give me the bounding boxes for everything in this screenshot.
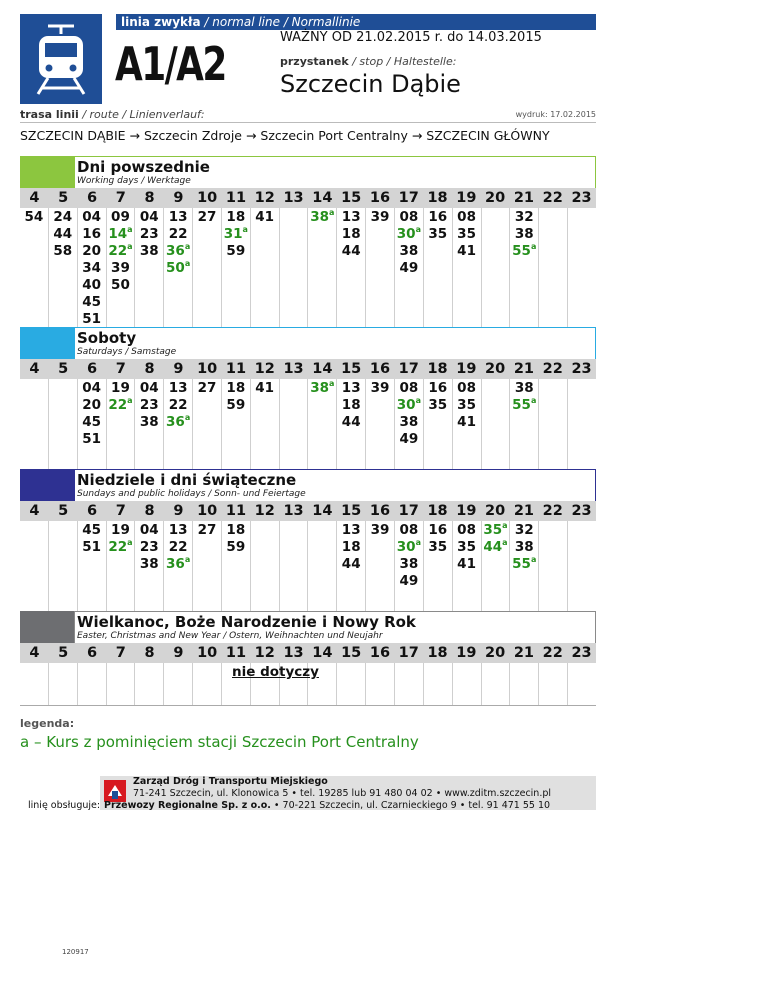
minutes-column — [424, 521, 453, 611]
hour-cell: 5 — [58, 503, 69, 519]
departure-minute: 41 — [457, 243, 476, 259]
departure-minute: 38$^a$ — [310, 208, 335, 225]
hour-cell: 17 — [398, 503, 419, 519]
departure-minute: 49 — [399, 573, 419, 589]
minutes-column — [482, 379, 511, 469]
minutes-column — [251, 521, 280, 611]
hour-cell: 18 — [427, 361, 448, 377]
minutes-grid — [20, 521, 596, 612]
hours-row — [20, 643, 596, 663]
minutes-column — [424, 663, 453, 705]
hour-cell: 16 — [369, 645, 391, 661]
departure-minute: 08 — [457, 522, 476, 538]
hour-cell: 21 — [513, 503, 535, 519]
minutes-column — [568, 521, 596, 611]
departure-minute: 24 — [53, 209, 73, 225]
minutes-column — [539, 379, 568, 469]
hour-cell: 17 — [398, 645, 419, 661]
departure-minute: 34 — [82, 260, 101, 276]
hour-cell: 4 — [29, 645, 40, 661]
departure-minute: 41 — [255, 209, 275, 225]
hour-cell: 4 — [29, 361, 40, 377]
org2-name: Przewozy Regionalne Sp. z o.o. — [104, 800, 271, 811]
minutes-column — [453, 663, 482, 705]
departure-minute: 30$^a$ — [396, 396, 421, 413]
departure-minute: 55$^a$ — [512, 396, 537, 413]
minutes-column — [280, 521, 309, 611]
minutes-column — [453, 521, 482, 611]
departure-minute: 08 — [399, 380, 419, 396]
block-subtitle: Saturdays / Samstage — [77, 347, 177, 357]
hour-cell: 23 — [571, 190, 592, 206]
block-subtitle: Easter, Christmas and New Year / Ostern, Weihnachten und Neujahr — [77, 631, 383, 641]
legend-label: legenda: — [20, 717, 75, 730]
minutes-column — [135, 521, 164, 611]
hour-cell: 11 — [225, 503, 247, 519]
departure-minute: 38 — [399, 243, 419, 259]
hour-cell: 14 — [312, 503, 333, 519]
minutes-column — [193, 663, 222, 705]
minutes-grid — [20, 379, 596, 470]
hour-cell: 21 — [513, 361, 535, 377]
hour-cell: 13 — [283, 645, 304, 661]
departure-minute: 18 — [226, 380, 246, 396]
hour-cell: 15 — [341, 503, 362, 519]
hour-cell: 21 — [513, 190, 535, 206]
departure-minute: 20 — [82, 243, 101, 259]
hour-cell: 10 — [197, 645, 218, 661]
departure-minute: 49 — [399, 260, 419, 276]
org2-details: • 70-221 Szczecin, ul. Czarnieckiego 9 • tel. 91 471 55 10 — [270, 800, 551, 811]
departure-minute: 04 — [139, 522, 159, 538]
route-description: SZCZECIN DĄBIE → Szczecin Zdroje → Szczecin Port Centralny → SZCZECIN GŁÓWNY — [20, 128, 550, 143]
hour-cell: 7 — [115, 503, 126, 519]
hour-cell: 16 — [369, 190, 391, 206]
not-applicable-note: nie dotyczy — [232, 664, 319, 680]
departure-minute: 39 — [111, 260, 130, 276]
minutes-column — [337, 379, 366, 469]
hour-cell: 20 — [485, 645, 506, 661]
hour-cell: 12 — [254, 190, 275, 206]
hour-cell: 23 — [571, 361, 592, 377]
minutes-column — [308, 379, 337, 469]
departure-minute: 45 — [82, 522, 101, 538]
minutes-column — [568, 379, 596, 469]
hour-cell: 8 — [144, 503, 155, 519]
minutes-column — [366, 379, 395, 469]
departure-minute: 32 — [514, 209, 534, 225]
minutes-column — [337, 521, 366, 611]
print-date: wydruk: 17.02.2015 — [515, 110, 596, 119]
departure-minute: 18 — [341, 397, 361, 413]
departure-minute: 13 — [341, 522, 361, 538]
minutes-column — [78, 663, 107, 705]
departure-minute: 38$^a$ — [310, 379, 335, 396]
hour-cell: 13 — [283, 503, 304, 519]
minutes-column — [20, 521, 49, 611]
stop-label — [280, 55, 456, 68]
minutes-column — [135, 379, 164, 469]
minutes-column — [20, 663, 49, 705]
minutes-column — [164, 663, 193, 705]
minutes-column — [510, 379, 539, 469]
minutes-column — [366, 521, 395, 611]
hour-cell: 5 — [58, 645, 69, 661]
departure-minute: 13 — [168, 380, 188, 396]
departure-minute: 50 — [111, 277, 130, 293]
minutes-column — [482, 521, 511, 611]
minutes-column — [395, 521, 424, 611]
minutes-column — [280, 379, 309, 469]
departure-minute: 22$^a$ — [108, 538, 133, 555]
hour-cell: 15 — [341, 645, 362, 661]
departure-minute: 49 — [399, 431, 419, 447]
departure-minute: 27 — [197, 209, 217, 225]
minutes-column — [49, 379, 78, 469]
departure-minute: 51 — [82, 311, 101, 327]
hour-cell: 5 — [58, 190, 69, 206]
hour-cell: 20 — [485, 503, 506, 519]
line-number: A1/A2 — [115, 37, 226, 91]
departure-minute: 41 — [457, 414, 476, 430]
hour-cell: 7 — [115, 190, 126, 206]
departure-minute: 40 — [82, 277, 101, 293]
departure-minute: 59 — [226, 539, 246, 555]
departure-minute: 39 — [370, 522, 390, 538]
minutes-column — [308, 521, 337, 611]
divider — [20, 122, 596, 123]
hour-cell: 18 — [427, 190, 448, 206]
departure-minute: 16 — [428, 209, 448, 225]
hour-cell: 22 — [542, 503, 563, 519]
departure-minute: 51 — [82, 431, 101, 447]
minutes-column — [510, 521, 539, 611]
departure-minute: 36$^a$ — [166, 413, 191, 430]
hour-cell: 14 — [312, 190, 333, 206]
hour-cell: 17 — [398, 190, 419, 206]
hour-cell: 13 — [283, 190, 304, 206]
minutes-column — [107, 379, 136, 469]
minutes-column — [251, 379, 280, 469]
departure-minute: 38 — [399, 556, 419, 572]
route-label — [20, 108, 205, 121]
departure-minute: 08 — [399, 209, 419, 225]
departure-minute: 16 — [82, 226, 101, 242]
departure-minute: 04 — [82, 209, 101, 225]
hour-cell: 17 — [398, 361, 419, 377]
departure-minute: 36$^a$ — [166, 242, 191, 259]
departure-minute: 54 — [24, 209, 44, 225]
minutes-column — [78, 379, 107, 469]
minutes-column — [135, 663, 164, 705]
route-label-en-de: / route / Linienverlauf: — [82, 108, 205, 121]
departure-minute: 44 — [341, 556, 361, 572]
minutes-column — [164, 379, 193, 469]
departure-minute: 38 — [514, 539, 534, 555]
hour-cell: 8 — [144, 645, 155, 661]
departure-minute: 38 — [399, 414, 419, 430]
block-subtitle: Working days / Werktage — [77, 176, 191, 186]
departure-minute: 19 — [111, 522, 130, 538]
minutes-column — [222, 379, 251, 469]
minutes-column — [78, 521, 107, 611]
hour-cell: 16 — [369, 503, 391, 519]
minutes-column — [193, 379, 222, 469]
minutes-column — [510, 663, 539, 705]
departure-minute: 44 — [53, 226, 73, 242]
departure-minute: 23 — [139, 226, 159, 242]
departure-minute: 13 — [341, 380, 361, 396]
departure-minute: 18 — [226, 209, 246, 225]
departure-minute: 18 — [341, 226, 361, 242]
hour-cell: 12 — [254, 361, 275, 377]
minutes-column — [482, 663, 511, 705]
hour-cell: 6 — [86, 503, 98, 519]
departure-minute: 45 — [82, 294, 101, 310]
hour-cell: 6 — [86, 190, 98, 206]
hour-cell: 7 — [115, 361, 126, 377]
block-subtitle: Sundays and public holidays / Sonn- und Feiertage — [77, 489, 306, 499]
hour-cell: 23 — [571, 645, 592, 661]
org2-line — [104, 800, 550, 811]
departure-minute: 58 — [53, 243, 73, 259]
hour-cell: 18 — [427, 503, 448, 519]
departure-minute: 30$^a$ — [396, 225, 421, 242]
hour-cell: 20 — [485, 361, 506, 377]
document-code: 120917 — [62, 948, 89, 956]
minutes-column — [49, 663, 78, 705]
departure-minute: 04 — [82, 380, 101, 396]
departure-minute: 35 — [457, 539, 476, 555]
hour-cell: 12 — [254, 645, 275, 661]
minutes-column — [453, 379, 482, 469]
validity-period: WAŻNY OD 21.02.2015 r. do 14.03.2015 — [280, 30, 542, 45]
departure-minute: 18 — [341, 539, 361, 555]
departure-minute: 20 — [82, 397, 101, 413]
hour-cell: 9 — [173, 645, 184, 661]
minutes-column — [107, 521, 136, 611]
departure-minute: 35 — [457, 226, 476, 242]
minutes-column — [107, 663, 136, 705]
hour-cell: 14 — [312, 361, 333, 377]
hour-cell: 6 — [86, 645, 98, 661]
departure-minute: 35 — [428, 226, 448, 242]
stop-label-en-de: / stop / Haltestelle: — [352, 55, 457, 68]
departure-minute: 32 — [514, 522, 534, 538]
hour-cell: 9 — [173, 503, 184, 519]
block-title: Niedziele i dni świąteczne — [77, 471, 297, 489]
hour-cell: 11 — [225, 190, 247, 206]
minutes-column — [539, 663, 568, 705]
route-label-pl: trasa linii — [20, 108, 79, 121]
hour-cell: 10 — [197, 361, 218, 377]
hour-cell: 22 — [542, 645, 563, 661]
departure-minute: 39 — [370, 380, 390, 396]
hour-cell: 5 — [58, 361, 69, 377]
hour-cell: 21 — [513, 645, 535, 661]
departure-minute: 36$^a$ — [166, 555, 191, 572]
tram-icon — [20, 14, 102, 104]
departure-minute: 35 — [428, 539, 448, 555]
hours-row — [20, 359, 596, 379]
hour-cell: 19 — [456, 503, 477, 519]
departure-minute: 41 — [457, 556, 476, 572]
minutes-column — [395, 663, 424, 705]
departure-minute: 16 — [428, 380, 448, 396]
departure-minute: 27 — [197, 380, 217, 396]
departure-minute: 22 — [168, 226, 188, 242]
stop-label-pl: przystanek — [280, 55, 349, 68]
minutes-column — [395, 379, 424, 469]
departure-minute: 55$^a$ — [512, 242, 537, 259]
hour-cell: 20 — [485, 190, 506, 206]
departure-minute: 22$^a$ — [108, 242, 133, 259]
departure-minute: 08 — [457, 209, 476, 225]
departure-minute: 44 — [341, 414, 361, 430]
hour-cell: 13 — [283, 361, 304, 377]
minutes-column — [222, 521, 251, 611]
hours-row — [20, 501, 596, 521]
minutes-column — [568, 663, 596, 705]
hour-cell: 15 — [341, 361, 362, 377]
minutes-column — [193, 521, 222, 611]
hour-cell: 14 — [312, 645, 333, 661]
hour-cell: 8 — [144, 361, 155, 377]
departure-minute: 14$^a$ — [108, 225, 133, 242]
departure-minute: 44 — [341, 243, 361, 259]
departure-minute: 59 — [226, 397, 246, 413]
departure-minute: 45 — [82, 414, 101, 430]
departure-minute: 18 — [226, 522, 246, 538]
departure-minute: 35 — [457, 397, 476, 413]
departure-minute: 04 — [139, 380, 159, 396]
stop-name: Szczecin Dąbie — [280, 70, 461, 98]
line-type-pl: linia zwykła — [121, 15, 201, 29]
hour-cell: 19 — [456, 361, 477, 377]
minutes-column — [424, 379, 453, 469]
hours-row — [20, 188, 596, 208]
org1-details: 71-241 Szczecin, ul. Klonowica 5 • tel. 19285 lub 91 480 04 02 • www.zditm.szczecin.pl — [133, 788, 552, 799]
departure-minute: 04 — [139, 209, 159, 225]
legend-text: a – Kurs z pominięciem stacji Szczecin Port Centralny — [20, 733, 419, 751]
line-type-bar — [116, 14, 596, 30]
hour-cell: 18 — [427, 645, 448, 661]
departure-minute: 38 — [139, 556, 159, 572]
minutes-column — [49, 521, 78, 611]
departure-minute: 16 — [428, 522, 448, 538]
hour-cell: 15 — [341, 190, 362, 206]
departure-minute: 22 — [168, 397, 188, 413]
departure-minute: 13 — [168, 522, 188, 538]
departure-minute: 44$^a$ — [483, 538, 508, 555]
departure-minute: 51 — [82, 539, 101, 555]
departure-minute: 38 — [139, 414, 159, 430]
hour-cell: 12 — [254, 503, 275, 519]
departure-minute: 23 — [139, 397, 159, 413]
hour-cell: 23 — [571, 503, 592, 519]
departure-minute: 55$^a$ — [512, 555, 537, 572]
block-title: Soboty — [77, 329, 137, 347]
minutes-column — [164, 521, 193, 611]
hour-cell: 10 — [197, 190, 218, 206]
hour-cell: 4 — [29, 503, 40, 519]
departure-minute: 31$^a$ — [223, 225, 248, 242]
departure-minute: 08 — [457, 380, 476, 396]
departure-minute: 41 — [255, 380, 275, 396]
departure-minute: 35$^a$ — [483, 521, 508, 538]
zditm-logo-icon — [104, 780, 126, 802]
hour-cell: 16 — [369, 361, 391, 377]
departure-minute: 27 — [197, 522, 217, 538]
minutes-column — [366, 663, 395, 705]
hour-cell: 22 — [542, 190, 563, 206]
block-title: Wielkanoc, Boże Narodzenie i Nowy Rok — [77, 613, 416, 631]
block-title: Dni powszednie — [77, 158, 210, 176]
org1-name: Zarząd Dróg i Transportu Miejskiego — [133, 776, 328, 787]
hour-cell: 11 — [225, 361, 247, 377]
departure-minute: 35 — [428, 397, 448, 413]
departure-minute: 08 — [399, 522, 419, 538]
departure-minute: 23 — [139, 539, 159, 555]
departure-minute: 13 — [341, 209, 361, 225]
hour-cell: 8 — [144, 190, 155, 206]
minutes-column — [337, 663, 366, 705]
departure-minute: 09 — [111, 209, 130, 225]
tram-logo — [20, 14, 102, 104]
departure-minute: 22$^a$ — [108, 396, 133, 413]
hour-cell: 22 — [542, 361, 563, 377]
hour-cell: 10 — [197, 503, 218, 519]
hour-cell: 9 — [173, 361, 184, 377]
departure-minute: 19 — [111, 380, 130, 396]
hour-cell: 11 — [225, 645, 247, 661]
departure-minute: 50$^a$ — [166, 259, 191, 276]
hour-cell: 7 — [115, 645, 126, 661]
hour-cell: 19 — [456, 645, 477, 661]
hour-cell: 9 — [173, 190, 184, 206]
departure-minute: 59 — [226, 243, 246, 259]
line-type-en-de: / normal line / Normallinie — [204, 15, 361, 29]
departure-minute: 38 — [514, 226, 534, 242]
departure-minute: 38 — [514, 380, 534, 396]
departure-minute: 22 — [168, 539, 188, 555]
hour-cell: 6 — [86, 361, 98, 377]
hour-cell: 19 — [456, 190, 477, 206]
minutes-column — [539, 521, 568, 611]
minutes-column — [20, 379, 49, 469]
departure-minute: 38 — [139, 243, 159, 259]
departure-minute: 13 — [168, 209, 188, 225]
operator-label: linię obsługuje: — [28, 800, 101, 811]
departure-minute: 39 — [370, 209, 390, 225]
departure-minute: 30$^a$ — [396, 538, 421, 555]
hour-cell: 4 — [29, 190, 40, 206]
